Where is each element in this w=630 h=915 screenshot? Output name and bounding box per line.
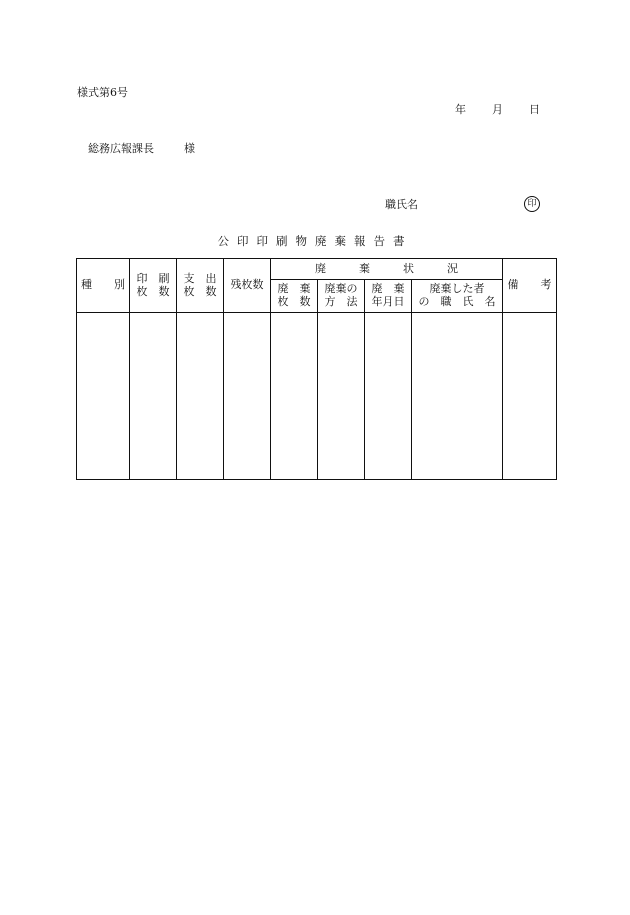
signer-label: 職氏名 [385,198,418,211]
addressee-title: 総務広報課長 [88,142,154,155]
header-printed-count: 印 刷 枚 数 [130,259,177,313]
cell-disposer-name[interactable] [412,313,503,480]
month-label: 月 [492,103,503,116]
day-label: 日 [529,103,540,116]
header-kind: 種 別 [77,259,130,313]
header-remarks: 備 考 [503,259,557,313]
cell-remaining-count[interactable] [224,313,271,480]
cell-printed-count[interactable] [130,313,177,480]
header-remaining-count: 残枚数 [224,259,271,313]
report-table [76,258,557,480]
header-disposal-count: 廃 棄 枚 数 [271,280,318,313]
header-disposal-date: 廃 棄 年月日 [365,280,412,313]
addressee-honorific: 様 [184,142,195,155]
cell-kind[interactable] [77,313,130,480]
header-disposal-status: 廃 棄 状 況 [271,259,503,280]
seal-icon: 印 [524,196,540,212]
date-line [455,104,540,115]
form-number: 様式第6号 [77,86,128,99]
cell-issued-count[interactable] [177,313,224,480]
header-issued-count: 支 出 枚 数 [177,259,224,313]
cell-disposal-date[interactable] [365,313,412,480]
table-row [77,313,557,480]
document-title: 公印印刷物廃棄報告書 [217,234,413,248]
cell-disposal-count[interactable] [271,313,318,480]
header-disposer-name: 廃棄した者 の 職 氏 名 [412,280,503,313]
cell-disposal-method[interactable] [318,313,365,480]
header-disposal-method: 廃棄の 方 法 [318,280,365,313]
year-label: 年 [455,103,466,116]
cell-remarks[interactable] [503,313,557,480]
